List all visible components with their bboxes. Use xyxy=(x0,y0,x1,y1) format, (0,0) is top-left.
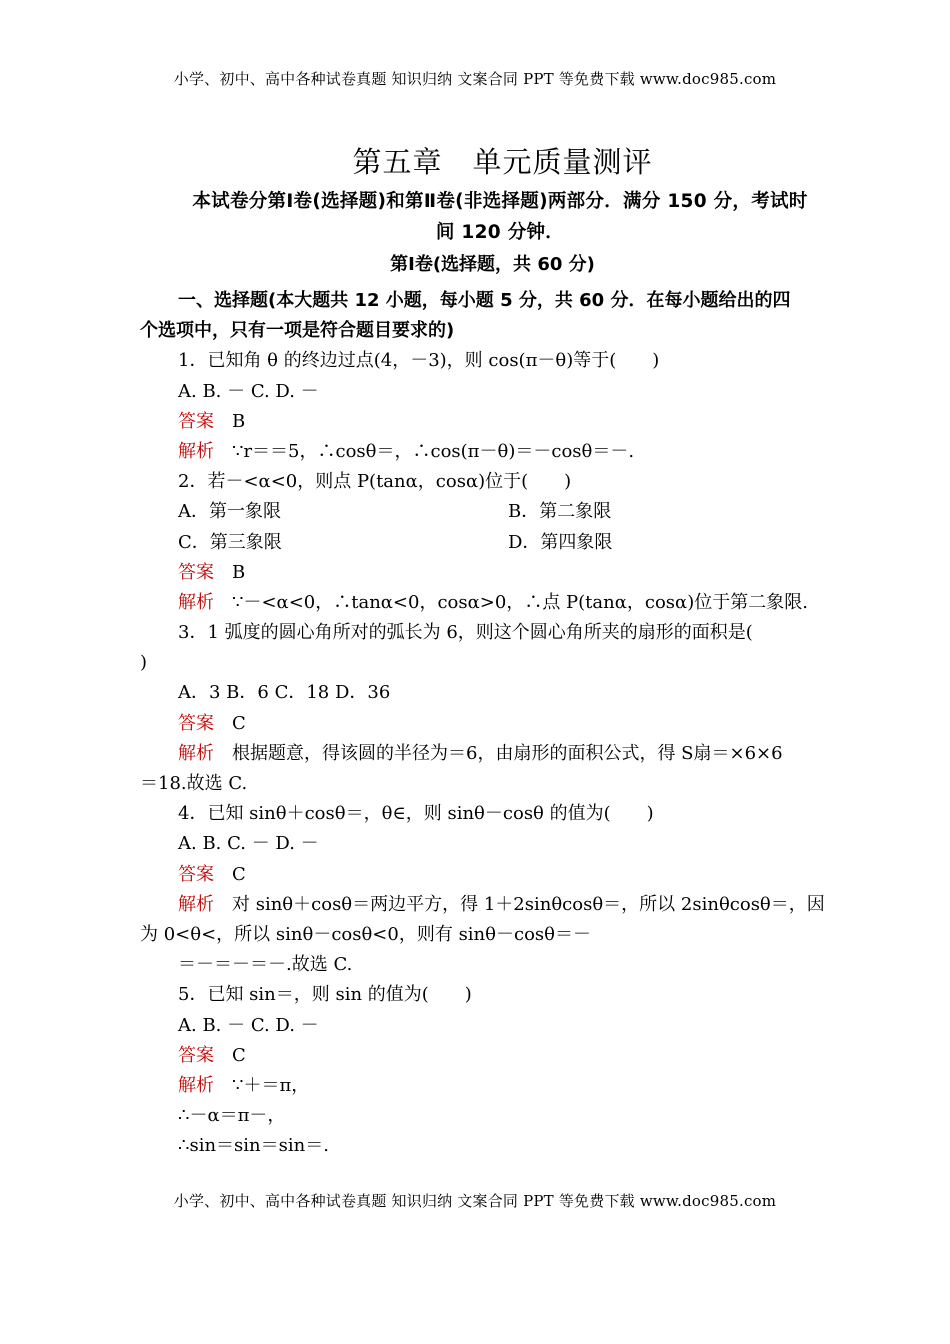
analysis-text: 根据题意，得该圆的半径为＝6，由扇形的面积公式，得 S扇＝×6×6 xyxy=(232,742,783,764)
option-c: C．第三象限 xyxy=(178,531,282,553)
analysis-line xyxy=(140,890,825,920)
analysis-text: ＝18.故选 C. xyxy=(140,773,248,794)
analysis-line xyxy=(140,739,812,769)
question-stem: 4．已知 sinθ＋cosθ＝，θ∈，则 sinθ－cosθ 的值为( ) xyxy=(178,803,654,825)
section-heading: 第Ⅰ卷(选择题，共 60 分) xyxy=(390,254,595,275)
question-options xyxy=(140,497,812,527)
option-b: B．第二象限 xyxy=(508,501,612,523)
answer-label: 答案 xyxy=(178,410,214,432)
analysis-label: 解析 xyxy=(178,1074,214,1096)
analysis-text: ∴－α＝π－， xyxy=(178,1105,286,1127)
answer-label: 答案 xyxy=(178,863,214,885)
question-options: A. B. － C. D. － xyxy=(178,380,319,402)
page-header: 小学、初中、高中各种试卷真题 知识归纳 文案合同 PPT 等免费下载 www.doc985.com xyxy=(173,70,777,88)
analysis-label: 解析 xyxy=(178,591,214,613)
answer-line xyxy=(140,407,812,437)
answer-line xyxy=(140,558,812,588)
analysis-text: 为 0<θ<，所以 sinθ－cosθ<0，则有 sinθ－cosθ＝－ xyxy=(140,923,591,945)
answer-value: C xyxy=(232,1044,246,1066)
analysis-label: 解析 xyxy=(178,742,214,764)
question-options xyxy=(140,528,812,558)
answer-label: 答案 xyxy=(178,561,214,583)
answer-value: C xyxy=(232,863,246,885)
answer-line xyxy=(140,1041,812,1071)
page-footer: 小学、初中、高中各种试卷真题 知识归纳 文案合同 PPT 等免费下载 www.doc985.com xyxy=(173,1192,777,1210)
question-stem: 5．已知 sin＝，则 sin 的值为( ) xyxy=(178,984,472,1006)
question-stem: 3．1 弧度的圆心角所对的弧长为 6，则这个圆心角所夹的扇形的面积是( xyxy=(178,622,753,644)
analysis-text: ∵r＝＝5，∴cosθ＝，∴cos(π－θ)＝－cosθ＝－. xyxy=(232,440,635,462)
answer-value: B xyxy=(232,561,246,583)
answer-line xyxy=(140,709,812,739)
question-options: A. B. C. － D. － xyxy=(178,833,319,855)
question-options: A. B. － C. D. － xyxy=(178,1014,319,1036)
analysis-text: ∴sin＝sin＝sin＝. xyxy=(178,1135,329,1157)
answer-value: B xyxy=(232,410,246,432)
question-options: A．3 B．6 C．18 D．36 xyxy=(178,682,391,704)
analysis-line xyxy=(140,1071,812,1101)
question-stem: 2．若－<α<0，则点 P(tanα，cosα)位于( ) xyxy=(178,471,572,493)
intro-line: 本试卷分第Ⅰ卷(选择题)和第Ⅱ卷(非选择题)两部分．满分 150 分，考试时 xyxy=(192,191,808,212)
analysis-label: 解析 xyxy=(178,893,214,915)
analysis-text: ∵＋＝π， xyxy=(232,1074,310,1096)
intro-line: 间 120 分钟． xyxy=(435,222,565,243)
exam-intro xyxy=(180,186,820,248)
analysis-text: ∵－<α<0，∴tanα<0，cosα>0，∴点 P(tanα，cosα)位于第二象限. xyxy=(232,591,808,613)
question-content xyxy=(140,286,825,1161)
part-heading: 个选项中，只有一项是符合题目要求的) xyxy=(140,320,455,342)
question-stem: 1．已知角 θ 的终边过点(4，－3)，则 cos(π－θ)等于( ) xyxy=(178,350,660,372)
analysis-line xyxy=(140,437,812,467)
analysis-text: 对 sinθ＋cosθ＝两边平方，得 1＋2sinθcosθ＝，所以 2sinθcosθ＝，因 xyxy=(232,893,825,915)
part-heading: 一、选择题(本大题共 12 小题，每小题 5 分，共 60 分．在每小题给出的四 xyxy=(178,290,791,311)
page-title: 第五章 单元质量测评 xyxy=(352,145,653,179)
answer-label: 答案 xyxy=(178,712,214,734)
question-stem: ) xyxy=(140,652,148,674)
option-d: D．第四象限 xyxy=(508,531,613,553)
option-a: A．第一象限 xyxy=(178,501,281,523)
answer-line xyxy=(140,860,812,890)
answer-label: 答案 xyxy=(178,1044,214,1066)
analysis-text: ＝－＝－＝－.故选 C. xyxy=(178,954,353,976)
analysis-line xyxy=(140,588,812,618)
answer-value: C xyxy=(232,712,246,734)
analysis-label: 解析 xyxy=(178,440,214,462)
